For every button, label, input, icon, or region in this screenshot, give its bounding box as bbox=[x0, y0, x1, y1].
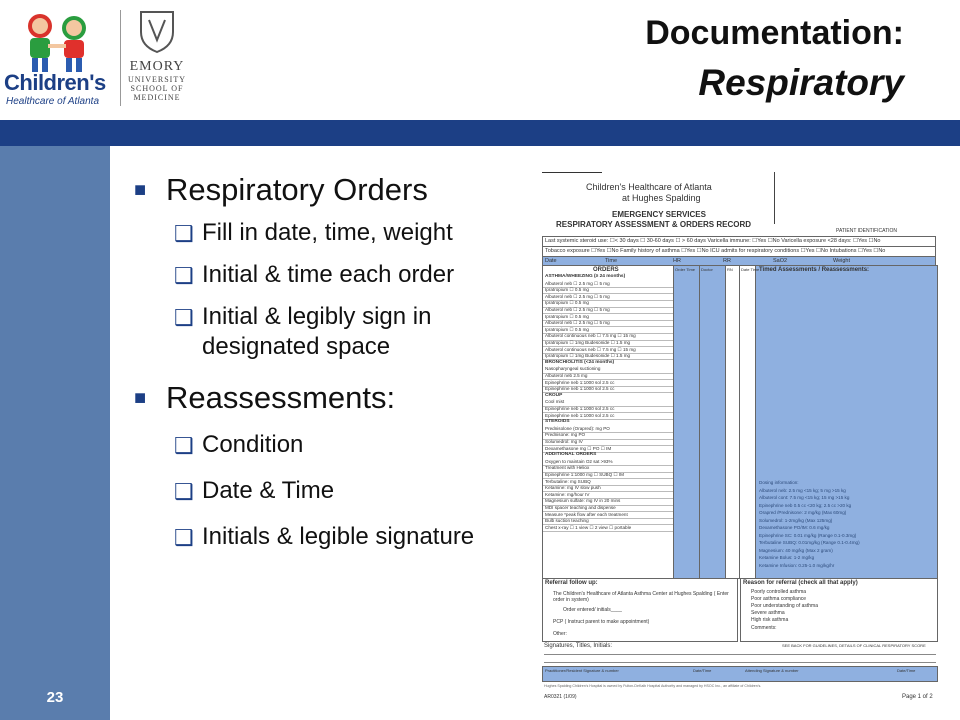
bullet-initial-sign: ❑ Initial & legibly sign in designated space bbox=[174, 303, 432, 360]
form-row-line bbox=[543, 531, 673, 532]
form-order-row: Epinephrine neb 1:1000 sol 2.5 cc bbox=[545, 379, 615, 385]
form-order-row: Magnesium sulfate: mg IV in 20 mins bbox=[545, 498, 621, 504]
emory-line-3: SCHOOL OF bbox=[130, 84, 184, 93]
form-order-row: Oxygen to maintain O2 sat >93% bbox=[545, 458, 613, 464]
form-org-line-1: Children's Healthcare of Atlanta bbox=[586, 182, 712, 192]
checkbox-bullet-icon: ❑ bbox=[174, 433, 194, 458]
form-signatures-label: Signatures, Titles, Initials: bbox=[544, 643, 613, 649]
form-order-row: MDI spacer teaching and dispense bbox=[545, 505, 616, 510]
checkbox-bullet-icon: ❑ bbox=[174, 263, 194, 288]
form-order-row: Ipratropium ☐ 1mg Budesonide ☐ 1.5 mg bbox=[545, 353, 631, 359]
checkbox-bullet-icon: ❑ bbox=[174, 221, 194, 246]
form-order-row: Terbutaline: mg SUBQ bbox=[545, 478, 591, 484]
bullet-date-time: ❑ Date & Time bbox=[130, 476, 500, 506]
form-orders-table: ORDERS Order Time Doctor RN Date Time Timed Assessments / Reassessments: ASTHMA/WHEEZING (≥ 24 months) Albuterol neb ☐ 2.5 mg ☐ 5 mg Ipratropium ☐ 0.5 mg Albuterol neb ☐ 2.5 mg ☐ 5 mg Ipratropium ☐ 0.5 mg Albuterol neb ☐ 2.5 mg ☐ 5 mg Ipratropium ☐ 0.5 mg Albuterol neb ☐ 2.5 mg ☐ 5 mg Ipratropium ☐ 0.5 mg Albuterol continuous neb ☐ 7.5 mg ☐ 15 mg Ipratropium ☐ 1mg Budesonide ☐ 1.5 mg Albuterol continuous neb ☐ 7.5 mg ☐ 15 mg Ipratropium ☐ 1mg Budesonide ☐ 1.5 mg BRONCHIOLITIS (<24 months) Nasopharyngeal suctioning Albuterol neb 2.5 mg Epinephrine neb 1:1000 sol 2.5 cc Epinephrine neb 1:1000 sol 2.5 cc CROUP Cool mist Epinephrine neb 1:1000 sol 2.5 cc Epinephrine neb 1:1000 sol 2.5 cc STEROIDS Prednisolone (Orapred): mg PO Prednisone: mg PO Solumedrol: mg IV Dexamethasone mg ☐ PO ☐ IM ADDITIONAL ORDERS Oxygen to maintain O2 sat >93% Treatment with Heliox Epinephrine 1:1000 mg ☐ SUBQ ☐ IM Terbutaline: mg SUBQ Ketamine: mg IV slow push Ketamine: mg/hour IV Magnesium sulfate: mg IV in 20 mins MDI spacer teaching and dispense Measure *peak flow after each treatment Bulb suction teaching Chest x-ray ☐ 1 view ☐ 2 view ☐ portable Dosing information: Albuterol neb: 2.5 mg <15 kg; 5 mg >15 kg Albuterol cont: 7.5 mg <15 kg; 15 mg >15 kg Epinephrine neb 0.5 cc <20 kg; 2.5 cc >20 kg Orapred /Prednisone: 2 mg/kg (Max 60mg) Solumedrol: 1-2mg/kg (Max 125mg) Dexamethasone PO/IM: 0.6 mg/kg Epinephrine SC: 0.01 mg/kg (Range 0.1-0.3mg) Terbutaline SUBQ: 0.01mg/kg (Range 0.1-0.4mg) Magnesium: 40 mg/kg (Max 2 gram) Ketamine Bolus: 1-2 mg/kg Ketamine Infusion: 0.25-1.0 mg/kg/hr bbox=[542, 265, 938, 579]
form-order-row: Cool mist bbox=[545, 399, 565, 405]
header-band bbox=[0, 120, 960, 146]
form-order-row: Ketamine: mg IV slow push bbox=[545, 485, 601, 491]
square-bullet-icon: ■ bbox=[134, 179, 147, 201]
slide-header bbox=[0, 0, 960, 120]
form-dosing-line: Dosing information: bbox=[759, 480, 799, 485]
form-dosing-line: Ketamine Bolus: 1-2 mg/kg bbox=[759, 555, 815, 560]
form-steroid-row: Last systemic steroid use: ☐< 30 days ☐ 30-60 days ☐ > 60 days Varicella immune: ☐Yes ☐No Varicella exposure <28 days: ☐Yes ☐No bbox=[542, 236, 936, 247]
form-title-1: EMERGENCY SERVICES bbox=[612, 210, 706, 219]
form-header-rule bbox=[774, 172, 775, 224]
form-page-number: Page 1 of 2 bbox=[902, 694, 933, 700]
form-order-row: Ipratropium ☐ 0.5 mg bbox=[545, 287, 589, 293]
form-row-line bbox=[543, 392, 673, 393]
form-org-line-2: at Hughes Spalding bbox=[622, 193, 701, 203]
form-footer-note: Hughes Spalding Children's Hospital is owned by Fulton-DeKalb Hospital Authority and managed by HSOC Inc., an affiliate of Children's. bbox=[544, 684, 762, 688]
form-code: AR0321 (1/09) bbox=[544, 694, 577, 700]
form-order-row: Albuterol neb ☐ 2.5 mg ☐ 5 mg bbox=[545, 293, 610, 299]
checkbox-bullet-icon: ❑ bbox=[174, 479, 194, 504]
logo-divider bbox=[120, 10, 121, 106]
form-order-row: Ipratropium ☐ 0.5 mg bbox=[545, 326, 589, 332]
form-section-header: CROUP bbox=[545, 392, 563, 398]
form-corner-line bbox=[542, 172, 602, 173]
slide-title-line-1: Documentation: bbox=[645, 14, 904, 52]
form-order-row: Epinephrine neb 1:1000 sol 2.5 cc bbox=[545, 386, 615, 392]
form-section-header: ADDITIONAL ORDERS bbox=[545, 452, 597, 458]
form-order-row: Prednisone: mg PO bbox=[545, 432, 586, 438]
form-dosing-line: Albuterol neb: 2.5 mg <15 kg; 5 mg >15 kg bbox=[759, 487, 846, 493]
respiratory-form-image bbox=[536, 168, 942, 714]
bullet-condition: ❑ Condition bbox=[130, 430, 500, 460]
form-order-row: Epinephrine 1:1000 mg ☐ SUBQ ☐ IM bbox=[545, 472, 624, 477]
form-order-row: Albuterol neb 2.5 mg bbox=[545, 373, 588, 378]
form-order-row: Albuterol neb ☐ 2.5 mg ☐ 5 mg bbox=[545, 320, 610, 326]
choa-subtitle: Healthcare of Atlanta bbox=[6, 96, 100, 107]
form-order-row: Albuterol continuous neb ☐ 7.5 mg ☐ 15 mg bbox=[545, 346, 636, 352]
form-order-row: Prednisolone (Orapred): mg PO bbox=[545, 425, 610, 431]
bullet-fill-in: ❑ Fill in date, time, weight bbox=[130, 218, 500, 248]
form-order-row: Dexamethasone mg ☐ PO ☐ IM bbox=[545, 445, 612, 451]
choa-name: Children's bbox=[4, 70, 106, 95]
form-vitals-header: Date Time HR RR SaO2 Weight bbox=[542, 256, 936, 266]
form-highlight-reassessment bbox=[755, 266, 937, 578]
form-order-row: Ipratropium ☐ 0.5 mg bbox=[545, 313, 589, 319]
slide-number: 23 bbox=[46, 689, 64, 706]
form-reason-box: Reason for referral (check all that apply) Poorly controlled asthma Poor asthma compliance Poor understanding of asthma Severe asthma High risk asthma Comments: bbox=[740, 578, 938, 642]
form-dosing-line: Epinephrine SC: 0.01 mg/kg (Range 0.1-0.3mg) bbox=[759, 532, 857, 538]
form-order-row: Ipratropium ☐ 0.5 mg bbox=[545, 300, 589, 306]
form-order-row: Solumedrol: mg IV bbox=[545, 439, 583, 444]
bullet-reassessments: ■ Reassessments: bbox=[134, 380, 396, 415]
form-dosing-line: Magnesium: 40 mg/kg (Max 2 gram) bbox=[759, 547, 833, 553]
form-order-row: Treatment with Heliox bbox=[545, 465, 590, 471]
form-order-row: Measure *peak flow after each treatment bbox=[545, 511, 628, 517]
form-order-row: Ketamine: mg/hour IV bbox=[545, 491, 590, 497]
form-section-header: BRONCHIOLITIS (<24 months) bbox=[545, 359, 615, 365]
bullet-initials-signature: ❑ Initials & legible signature bbox=[130, 522, 500, 552]
emory-shield-icon bbox=[139, 10, 175, 54]
form-dosing-line: Dexamethasone PO/IM: 0.6 mg/kg bbox=[759, 525, 830, 530]
form-timed-header: Timed Assessments / Reassessments: bbox=[759, 267, 870, 273]
form-order-row: Ipratropium ☐ 1mg Budesonide ☐ 1.5 mg bbox=[545, 340, 631, 345]
bullet-initial-time: ❑ Initial & time each order bbox=[130, 260, 500, 290]
form-order-row: Chest x-ray ☐ 1 view ☐ 2 view ☐ portable bbox=[545, 524, 632, 530]
childrens-healthcare-logo bbox=[4, 6, 120, 114]
form-order-row: Albuterol continuous neb ☐ 7.5 mg ☐ 15 mg bbox=[545, 333, 636, 339]
form-section-header: STEROIDS bbox=[545, 419, 570, 425]
form-dosing-line: Albuterol cont: 7.5 mg <15 kg; 15 mg >15 kg bbox=[759, 495, 850, 500]
emory-logo bbox=[124, 10, 190, 110]
form-order-row: Bulb suction teaching bbox=[545, 518, 589, 524]
form-orders-header: ORDERS bbox=[593, 267, 619, 273]
form-order-row: Epinephrine neb 1:1000 sol 2.5 cc bbox=[545, 412, 615, 418]
form-dosing-line: Ketamine Infusion: 0.25-1.0 mg/kg/hr bbox=[759, 562, 835, 568]
form-tobacco-row: Tobacco exposure ☐Yes ☐No Family history of asthma ☐Yes ☐No ICU admits for respiratory conditions ☐Yes ☐No Intubations ☐Yes ☐No bbox=[542, 246, 936, 257]
slide-title-line-2: Respiratory bbox=[698, 62, 904, 103]
form-signature-row: Practitioner/Resident Signature & number Date/Time Attending Signature & number Date/Time bbox=[542, 666, 938, 682]
form-referral-box: Referral follow up: The Children's Healthcare of Atlanta Asthma Center at Hughes Spalding ( Enter order in system) Order entered/ initials____ PCP ( Instruct parent to make appointment) Other: bbox=[542, 578, 738, 642]
form-order-row: Nasopharyngeal suctioning bbox=[545, 366, 601, 372]
form-order-row: Epinephrine neb 1:1000 sol 2.5 cc bbox=[545, 406, 615, 411]
emory-line-1: EMORY bbox=[129, 59, 185, 74]
emory-line-2: UNIVERSITY bbox=[128, 75, 186, 84]
form-order-row: Albuterol neb ☐ 2.5 mg ☐ 5 mg bbox=[545, 307, 610, 312]
checkbox-bullet-icon: ❑ bbox=[174, 305, 194, 330]
checkbox-bullet-icon: ❑ bbox=[174, 525, 194, 550]
emory-line-4: MEDICINE bbox=[133, 93, 181, 102]
form-guidelines-note: SEE BACK FOR GUIDELINES, DETAILS OF CLINICAL RESPIRATORY SCORE bbox=[782, 643, 926, 648]
bullet-list bbox=[130, 168, 500, 552]
form-dosing-line: Orapred /Prednisone: 2 mg/kg (Max 60mg) bbox=[759, 510, 847, 515]
form-dosing-line: Solumedrol: 1-2mg/kg (Max 125mg) bbox=[759, 517, 833, 523]
square-bullet-icon: ■ bbox=[134, 387, 147, 409]
left-sidebar bbox=[0, 146, 110, 720]
form-patient-id: PATIENT IDENTIFICATION bbox=[836, 228, 898, 234]
form-section-header: ASTHMA/WHEEZING (≥ 24 months) bbox=[545, 274, 626, 279]
form-dosing-line: Epinephrine neb 0.5 cc <20 kg; 2.5 cc >20 kg bbox=[759, 502, 852, 508]
form-dosing-line: Terbutaline SUBQ: 0.01mg/kg (Range 0.1-0.4mg) bbox=[759, 540, 860, 545]
form-order-row: Albuterol neb ☐ 2.5 mg ☐ 5 mg bbox=[545, 280, 610, 286]
bullet-respiratory-orders: ■ Respiratory Orders bbox=[134, 172, 428, 207]
form-title-2: RESPIRATORY ASSESSMENT & ORDERS RECORD bbox=[556, 220, 751, 229]
